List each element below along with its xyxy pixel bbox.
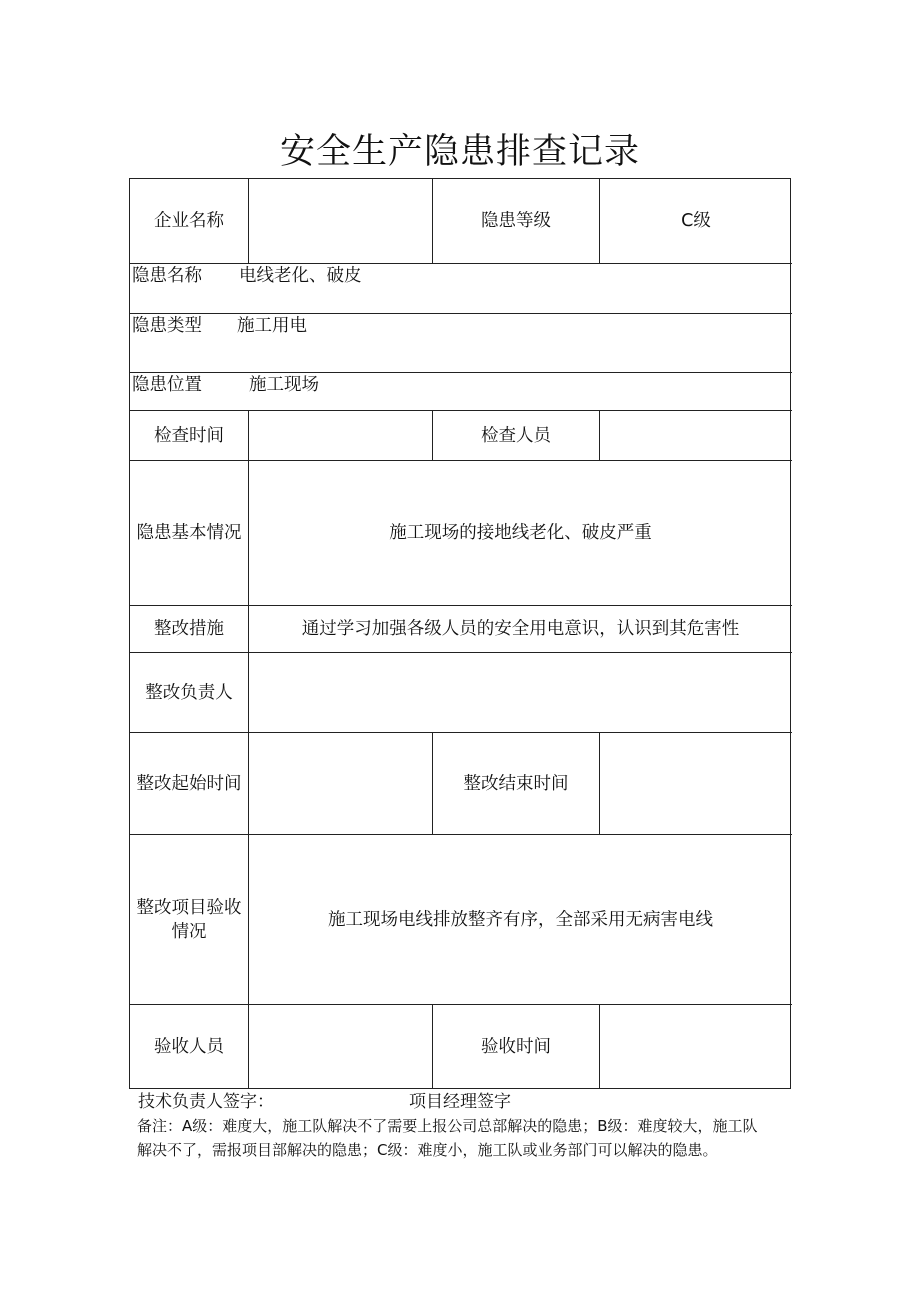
hazard-type-value[interactable]: 施工用电 xyxy=(237,316,307,336)
page-title: 安全生产隐患排查记录 xyxy=(279,132,640,172)
acceptance-situation-value[interactable]: 施工现场电线排放整齐有序，全部采用无病害电线 xyxy=(328,909,713,930)
hazard-level-value[interactable]: C级 xyxy=(681,211,711,231)
rectification-measures-value[interactable]: 通过学习加强各级人员的安全用电意识，认识到其危害性 xyxy=(301,619,740,639)
rectification-start-label: 整改起始时间 xyxy=(136,773,242,794)
hazard-name-label: 隐患名称 xyxy=(132,266,202,286)
row-divider xyxy=(130,372,792,373)
inspector-label: 检查人员 xyxy=(481,425,551,446)
acceptor-field[interactable] xyxy=(249,1005,432,1088)
remarks-line-1: 备注：A级：难度大，施工队解决不了需要上报公司总部解决的隐患；B级：难度较大，施工队 xyxy=(137,1117,758,1135)
rectification-end-label: 整改结束时间 xyxy=(463,773,569,794)
basic-situation-value[interactable]: 施工现场的接地线老化、破皮严重 xyxy=(389,523,652,543)
inspection-time-field[interactable] xyxy=(249,411,432,460)
tech-lead-signature-label: 技术负责人签字： xyxy=(138,1092,274,1112)
acceptor-label: 验收人员 xyxy=(154,1036,224,1057)
acceptance-time-field[interactable] xyxy=(600,1005,792,1088)
hazard-location-label: 隐患位置 xyxy=(132,375,202,395)
hazard-level-label: 隐患等级 xyxy=(481,211,551,231)
hazard-record-form xyxy=(129,178,791,1089)
hazard-location-value[interactable]: 施工现场 xyxy=(249,375,319,395)
pm-signature-label: 项目经理签字 xyxy=(409,1092,511,1112)
inspection-time-label: 检查时间 xyxy=(154,425,224,446)
hazard-type-label: 隐患类型 xyxy=(132,316,202,336)
rectification-owner-field[interactable] xyxy=(249,653,792,732)
row-divider xyxy=(130,263,792,264)
row-divider xyxy=(130,313,792,314)
enterprise-name-label: 企业名称 xyxy=(154,211,224,231)
basic-situation-label: 隐患基本情况 xyxy=(136,523,242,543)
acceptance-situation-label: 整改项目验收情况 xyxy=(136,897,242,942)
rectification-end-field[interactable] xyxy=(600,733,792,834)
rectification-measures-label: 整改措施 xyxy=(154,619,224,639)
rectification-start-field[interactable] xyxy=(249,733,432,834)
enterprise-name-field[interactable] xyxy=(249,179,432,263)
remarks-note xyxy=(137,1114,787,1162)
rectification-owner-label: 整改负责人 xyxy=(145,682,233,703)
inspector-field[interactable] xyxy=(600,411,792,460)
acceptance-time-label: 验收时间 xyxy=(481,1036,551,1057)
remarks-line-2: 解决不了，需报项目部解决的隐患；C级：难度小，施工队或业务部门可以解决的隐患。 xyxy=(137,1141,718,1159)
hazard-name-value[interactable]: 电线老化、破皮 xyxy=(239,266,362,286)
